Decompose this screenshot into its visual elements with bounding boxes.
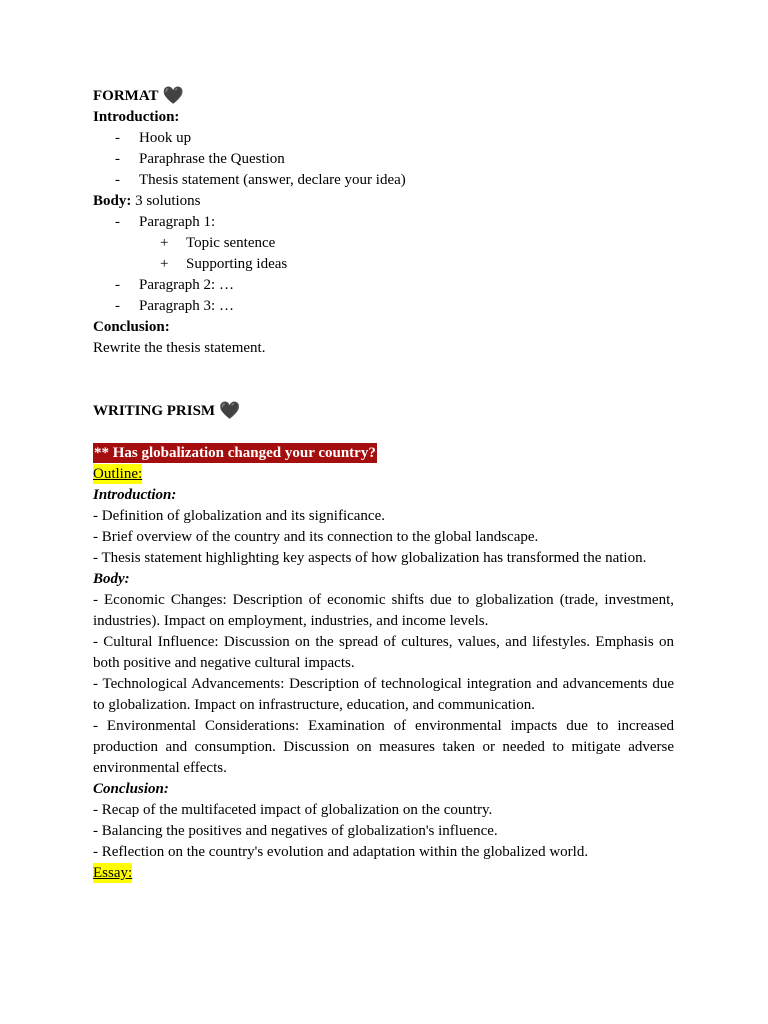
list-item [93, 149, 674, 170]
dash-marker: - [115, 277, 120, 293]
prism-heading [93, 401, 674, 422]
sub-list-item [93, 254, 674, 275]
format-conclusion-text: Rewrite the thesis statement. [93, 340, 266, 356]
outline-item: - Reflection on the country's evolution and adaptation within the globalized world. [93, 844, 589, 860]
black-heart-icon: 🖤 [219, 401, 241, 420]
dash-marker: - [115, 151, 120, 167]
dash-marker: - [115, 298, 120, 314]
outline-item: - Recap of the multifaceted impact of globalization on the country. [93, 802, 493, 818]
sub-list-item-text: Supporting ideas [186, 256, 288, 272]
prism-heading-text: WRITING PRISM [93, 403, 216, 419]
dash-marker: - [115, 172, 120, 188]
spacer [93, 380, 674, 401]
spacer [93, 359, 674, 380]
outline-label: Outline: [93, 466, 143, 482]
outline-item: - Thesis statement highlighting key aspects of how globalization has transformed the nation. [93, 550, 647, 566]
list-item-text: Hook up [139, 130, 192, 146]
outline-line [93, 464, 674, 485]
format-heading-text: FORMAT [93, 88, 159, 104]
format-conclusion-label: Conclusion: [93, 319, 170, 335]
plus-marker: + [160, 256, 169, 272]
outline-item: - Cultural Influence: Discussion on the spread of cultures, values, and lifestyles. Emphasis on both positive and negative cultural impacts. [93, 634, 674, 671]
list-item [93, 128, 674, 149]
list-item [93, 212, 674, 233]
list-item-text: Paraphrase the Question [139, 151, 285, 167]
list-item [93, 275, 674, 296]
list-item [93, 170, 674, 191]
essay-line [93, 863, 674, 884]
outline-item: - Environmental Considerations: Examination of environmental impacts due to increased production and consumption. Discussion on measures taken or needed to mitigate adverse environmental effects. [93, 718, 674, 776]
outline-item: - Brief overview of the country and its connection to the global landscape. [93, 529, 539, 545]
prism-body-label: Body: [93, 571, 130, 587]
format-body-label: Body: [93, 193, 132, 209]
spacer [93, 422, 674, 443]
dash-marker: - [115, 130, 120, 146]
format-body-text: 3 solutions [131, 193, 201, 209]
format-body-line [93, 191, 674, 212]
dash-marker: - [115, 214, 120, 230]
black-heart-icon: 🖤 [162, 86, 184, 105]
list-item [93, 296, 674, 317]
outline-item: - Balancing the positives and negatives of globalization's influence. [93, 823, 498, 839]
list-item-text: Paragraph 2: … [139, 277, 234, 293]
list-item-text: Paragraph 1: [139, 214, 216, 230]
list-item-text: Paragraph 3: … [139, 298, 234, 314]
plus-marker: + [160, 235, 169, 251]
prism-conclusion-label: Conclusion: [93, 781, 169, 797]
format-intro-label: Introduction: [93, 109, 180, 125]
essay-label: Essay: [93, 865, 133, 881]
format-heading [93, 86, 674, 107]
outline-item: - Technological Advancements: Description of technological integration and advancements due to globalization. Impact on infrastructure, education, and communication. [93, 676, 674, 713]
sub-list-item [93, 233, 674, 254]
list-item-text: Thesis statement (answer, declare your idea) [139, 172, 406, 188]
outline-item: - Definition of globalization and its significance. [93, 508, 386, 524]
question-line [93, 443, 674, 464]
document-page [93, 86, 674, 884]
outline-item: - Economic Changes: Description of economic shifts due to globalization (trade, investment, industries). Impact on employment, industries, and income levels. [93, 592, 674, 629]
prism-intro-label: Introduction: [93, 487, 177, 503]
essay-question: ** Has globalization changed your country? [94, 445, 376, 461]
sub-list-item-text: Topic sentence [186, 235, 276, 251]
